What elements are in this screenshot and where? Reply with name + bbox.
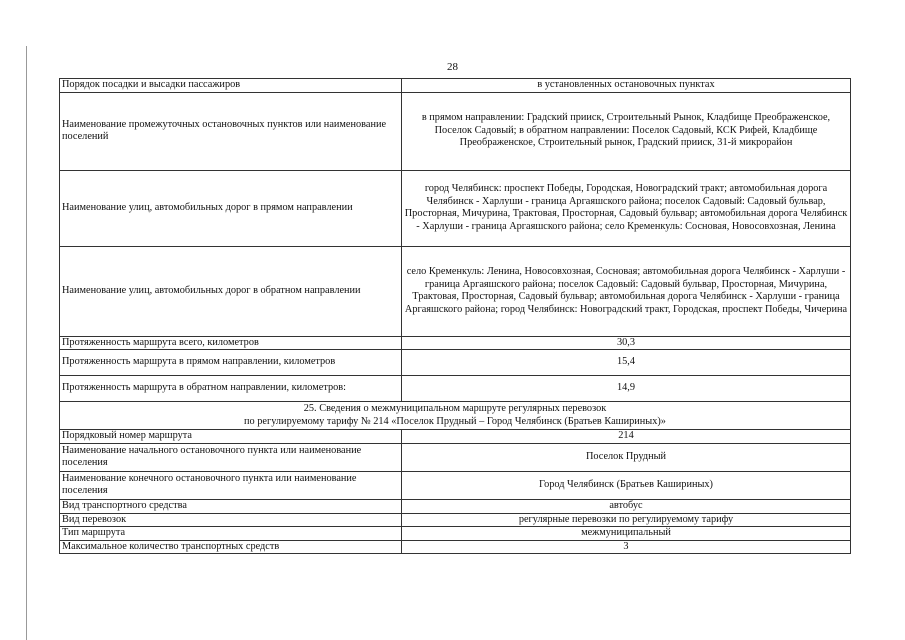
section-title-line-1: 25. Сведения о межмуниципальном маршруте регулярных перевозок [303, 403, 607, 415]
row-value: автобус [402, 499, 851, 513]
section-title-line-2: по регулируемому тарифу № 214 «Поселок Прудный – Город Челябинск (Братьев Кашириных)» [244, 415, 666, 427]
row-label: Наименование конечного остановочного пункта или наименование поселения [60, 471, 402, 499]
table-row [60, 92, 851, 170]
table-row [60, 376, 851, 402]
row-label: Протяженность маршрута в обратном направлении, километров: [60, 376, 402, 402]
row-value: 30,3 [402, 336, 851, 350]
section-heading [60, 402, 851, 430]
table-row [60, 527, 851, 541]
row-label: Вид транспортного средства [60, 499, 402, 513]
table-row [60, 540, 851, 554]
row-value: 3 [402, 540, 851, 554]
row-label: Протяженность маршрута в прямом направлении, километров [60, 350, 402, 376]
row-label: Протяженность маршрута всего, километров [60, 336, 402, 350]
route-info-table [59, 78, 851, 554]
row-value: регулярные перевозки по регулируемому тарифу [402, 513, 851, 527]
table-row [60, 170, 851, 246]
table-row [60, 430, 851, 444]
row-value: в прямом направлении: Градский прииск, Строительный Рынок, Кладбище Преображенское, Поселок Садовый; в обратном направлении: Поселок Садовый, КСК Рифей, Кладбище Преображенское, Строительный рынок, Градский прииск, 31-й микрорайон [402, 92, 851, 170]
row-value: межмуниципальный [402, 527, 851, 541]
row-label: Вид перевозок [60, 513, 402, 527]
table-row [60, 443, 851, 471]
table-row [60, 336, 851, 350]
table-row [60, 499, 851, 513]
table-row [60, 471, 851, 499]
row-value: город Челябинск: проспект Победы, Городская, Новоградский тракт; автомобильная дорога Челябинск - Харлуши - граница Аргаяшского района; поселок Садовый: Садовый бульвар, Просторная, Мичурина, Трактовая, Просторная, Садовый бульвар; автомобильная дорога Челябинск - Харлуши - граница Аргаяшского района; село Кременкуль: Сосновая, Новосовхозная, Ленина [402, 170, 851, 246]
row-label: Порядковый номер маршрута [60, 430, 402, 444]
row-value: в установленных остановочных пунктах [402, 79, 851, 93]
row-label: Максимальное количество транспортных средств [60, 540, 402, 554]
table-row [60, 246, 851, 336]
row-value: 15,4 [402, 350, 851, 376]
row-value: 14,9 [402, 376, 851, 402]
row-label: Порядок посадки и высадки пассажиров [60, 79, 402, 93]
row-label: Тип маршрута [60, 527, 402, 541]
row-label: Наименование промежуточных остановочных пунктов или наименование поселений [60, 92, 402, 170]
table-row [60, 79, 851, 93]
row-value: Город Челябинск (Братьев Кашириных) [402, 471, 851, 499]
table-row [60, 350, 851, 376]
page-number: 28 [447, 61, 458, 73]
row-value: село Кременкуль: Ленина, Новосовхозная, Сосновая; автомобильная дорога Челябинск - Харлуши - граница Аргаяшского района; поселок Садовый: Садовый бульвар, Просторная, Мичурина, Трактовая, Просторная, Садовый бульвар; автомобильная дорога Челябинск - Харлуши - граница Аргаяшского района; город Челябинск: Новоградский тракт, Городская, проспект Победы, Чичерина [402, 246, 851, 336]
table-row [60, 513, 851, 527]
row-value: Поселок Прудный [402, 443, 851, 471]
section-heading-row [60, 402, 851, 430]
row-label: Наименование начального остановочного пункта или наименование поселения [60, 443, 402, 471]
scan-edge-line [26, 46, 27, 640]
row-label: Наименование улиц, автомобильных дорог в прямом направлении [60, 170, 402, 246]
row-label: Наименование улиц, автомобильных дорог в обратном направлении [60, 246, 402, 336]
row-value: 214 [402, 430, 851, 444]
